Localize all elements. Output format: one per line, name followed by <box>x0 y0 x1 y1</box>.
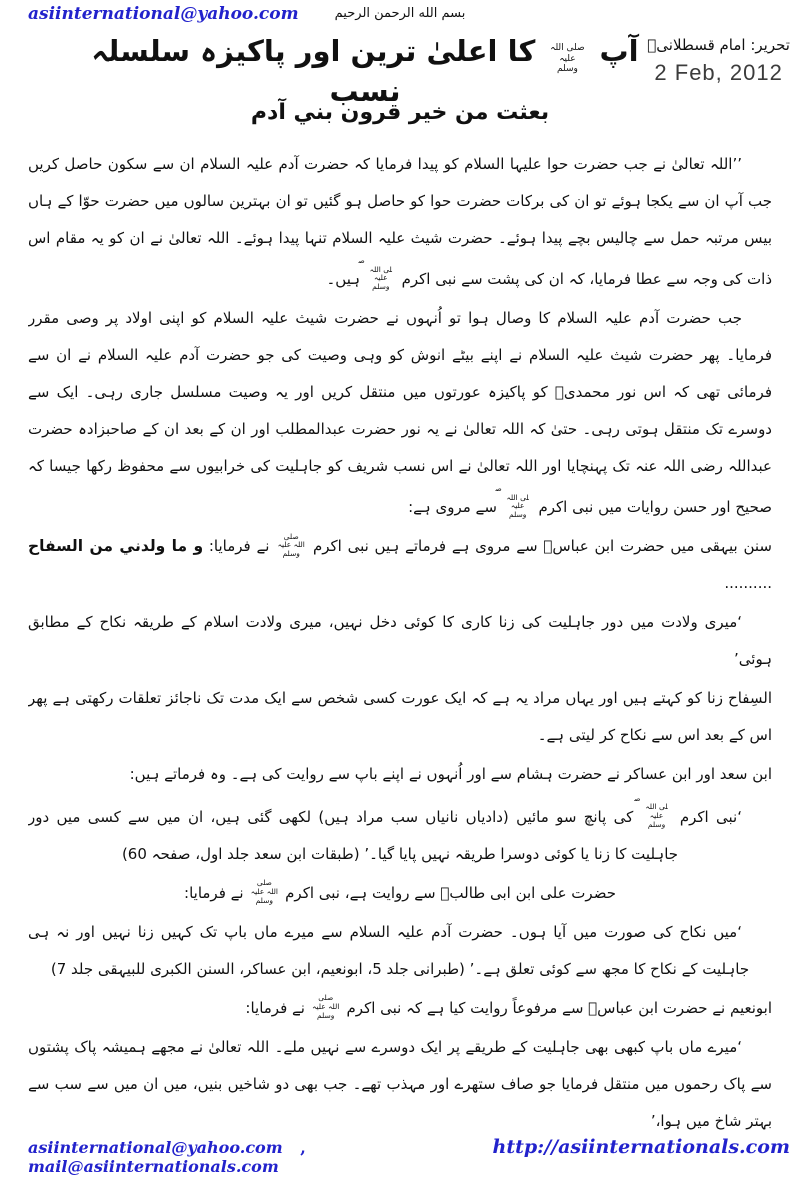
bismillah-text: بسم الله الرحمن الرحيم <box>334 6 466 21</box>
publication-date: 2 Feb, 2012 <box>654 60 783 85</box>
footer-url-link[interactable]: http://asiinternationals.com <box>492 1136 790 1158</box>
body-paragraph: ’’اللہ تعالیٰ نے جب حضرت حوا علیہا السلام کو پیدا فرمایا کہ حضرت آدم علیہ السلام ان سے سکون حاصل کریں جب آپ ان سے یکجا ہوئے تو ان کی برکات حضرت حوا کو حاصل ہو گئیں تو ان بہترین سالوں میں حضرت حوّا کے ہاں بیس مرتبہ حمل سے چالیس بچے پیدا ہوئے۔ حضرت شیث علیہ السلام تنہا پیدا ہوئے۔ اللہ تعالیٰ نے ان کو یہ مقام اس ذات کی وجہ سے عطا فرمایا، کہ ان کی پشت سے نبی اکرم صلی اللہ علیہ وسلم ہیں۔ <box>28 155 772 291</box>
body-paragraph: ‘میں نکاح کی صورت میں آیا ہوں۔ حضرت آدم علیہ السلام سے میرے ماں باپ تک کہیں زنا نہیں اور نہ ہی جاہلیت کے نکاح کا مجھ سے کوئی تعلق ہے۔’ (طبرانی جلد 5، ابونعیم، ابن عساکر، السنن الکبری للبیہقی جلد 7) <box>28 922 750 978</box>
salutation-seal-icon: صلی اللہ علیہ وسلم <box>495 483 529 519</box>
footer-separator: , <box>300 1138 306 1157</box>
footer-emails <box>28 1138 493 1176</box>
body-paragraph: حضرت علی ابن ابی طالبؓ سے روایت ہے، نبی اکرم صلی اللہ علیہ وسلم نے فرمایا: <box>184 878 616 905</box>
header-email-link[interactable]: asiinternational@yahoo.com <box>28 4 299 24</box>
body-paragraph: ‘میری ولادت میں دور جاہلیت کی زنا کاری کا کوئی دخل نہیں، میری ولادت اسلام کے طریقہ نکاح کے مطابق ہوئی’ <box>28 612 772 668</box>
salutation-seal-icon: صلی اللہ علیہ وسلم <box>634 793 668 829</box>
body-paragraph: ابونعیم نے حضرت ابن عباسؓ سے مرفوعاً روایت کیا ہے کہ نبی اکرم صلی اللہ علیہ وسلم نے فرمایا: <box>245 993 772 1020</box>
footer <box>28 1136 790 1176</box>
salutation-seal-icon: صلی اللہ علیہ وسلم <box>550 43 585 74</box>
page-title: آپ صلی اللہ علیہ وسلم کا اعلیٰ ترین اور پاکیزہ سلسلہ نسب <box>91 34 639 109</box>
byline-author: تحریر: امام قسطلانیؒ <box>647 36 790 54</box>
body-paragraph: ‘میرے ماں باپ کبھی بھی جاہلیت کے طریقے پر ایک دوسرے سے نہیں ملے۔ اللہ تعالیٰ نے مجھے ہمیشہ پاک پشتوں سے پاک رحموں میں منتقل فرمایا جو صاف ستھرے اور مہذب تھے۔ جب بھی دو شاخیں بنیں، میں ان میں سے سب سے بہتر شاخ میں ہوا،’ <box>28 1037 772 1130</box>
salutation-seal-icon: صلی اللہ علیہ وسلم <box>312 993 340 1020</box>
footer-email-link-2[interactable]: mail@asiinternationals.com <box>28 1157 279 1176</box>
footer-email-link-1[interactable]: asiinternational@yahoo.com <box>28 1138 283 1157</box>
body-paragraph: ابن سعد اور ابن عساکر نے حضرت ہشام سے اور اُنہوں نے اپنے باپ سے روایت کی ہے۔ وہ فرماتے ہیں: <box>129 764 772 783</box>
body-paragraph: جب حضرت آدم علیہ السلام کا وصال ہوا تو اُنہوں نے حضرت شیث علیہ السلام کو اپنی اولاد پر وصی مقرر فرمایا۔ پھر حضرت شیث علیہ السلام نے اپنے بیٹے انوش کو وہی وصیت کی جو حضرت آدم علیہ السلام نے ان سے فرمائی تھی کہ اس نور محمدیؐ کو پاکیزہ عورتوں میں منتقل کریں اور یہ وصیت مسلسل جاری رہی۔ ایک سے دوسرے تک منتقل ہوتی رہی۔ حتیٰ کہ اللہ تعالیٰ نے یہ نور حضرت عبدالمطلب اور ان کے بعد ان کے صاحبزادہ حضرت عبداللہ رضی اللہ عنہ تک پہنچایا اور اللہ تعالیٰ نے اس نسب شریف کو جاہلیت کی خرابیوں سے محفوظ رکھا جیسا کہ صحیح اور حسن روایات میں نبی اکرم صلی اللہ علیہ وسلم سے مروی ہے: <box>28 308 772 519</box>
body-paragraph: السِفاح زنا کو کہتے ہیں اور یہاں مراد یہ ہے کہ ایک عورت کسی شخص سے ایک مدت تک ناجائز تعلقات رکھتی ہے پھر اس کے بعد اس سے نکاح کر لیتی ہے۔ <box>28 688 772 744</box>
body-paragraph: ‘نبی اکرم صلی اللہ علیہ وسلم کی پانچ سو مائیں (دادیاں نانیاں سب مراد ہیں) لکھی گئی ہیں، ان میں سے کسی میں دور جاہلیت کا زنا یا کوئی دوسرا طریقہ نہیں پایا گیا۔’ (طبقات ابن سعد جلد اول، صفحہ 60) <box>28 793 742 863</box>
article-body <box>28 146 772 1130</box>
salutation-seal-icon: صلی اللہ علیہ وسلم <box>277 531 305 558</box>
salutation-seal-icon: صلی اللہ علیہ وسلم <box>358 256 392 291</box>
body-paragraph: سنن بیہقی میں حضرت ابن عباسؓ سے مروی ہے فرماتے ہیں نبی اکرم صلی اللہ علیہ وسلم نے فرمایا: و ما ولدني من السفاح .......... <box>28 531 772 592</box>
page-subtitle: بعثت من خير قرون بني آدم <box>250 100 550 125</box>
byline-block <box>647 36 790 86</box>
salutation-seal-icon: صلی اللہ علیہ وسلم <box>250 878 278 905</box>
